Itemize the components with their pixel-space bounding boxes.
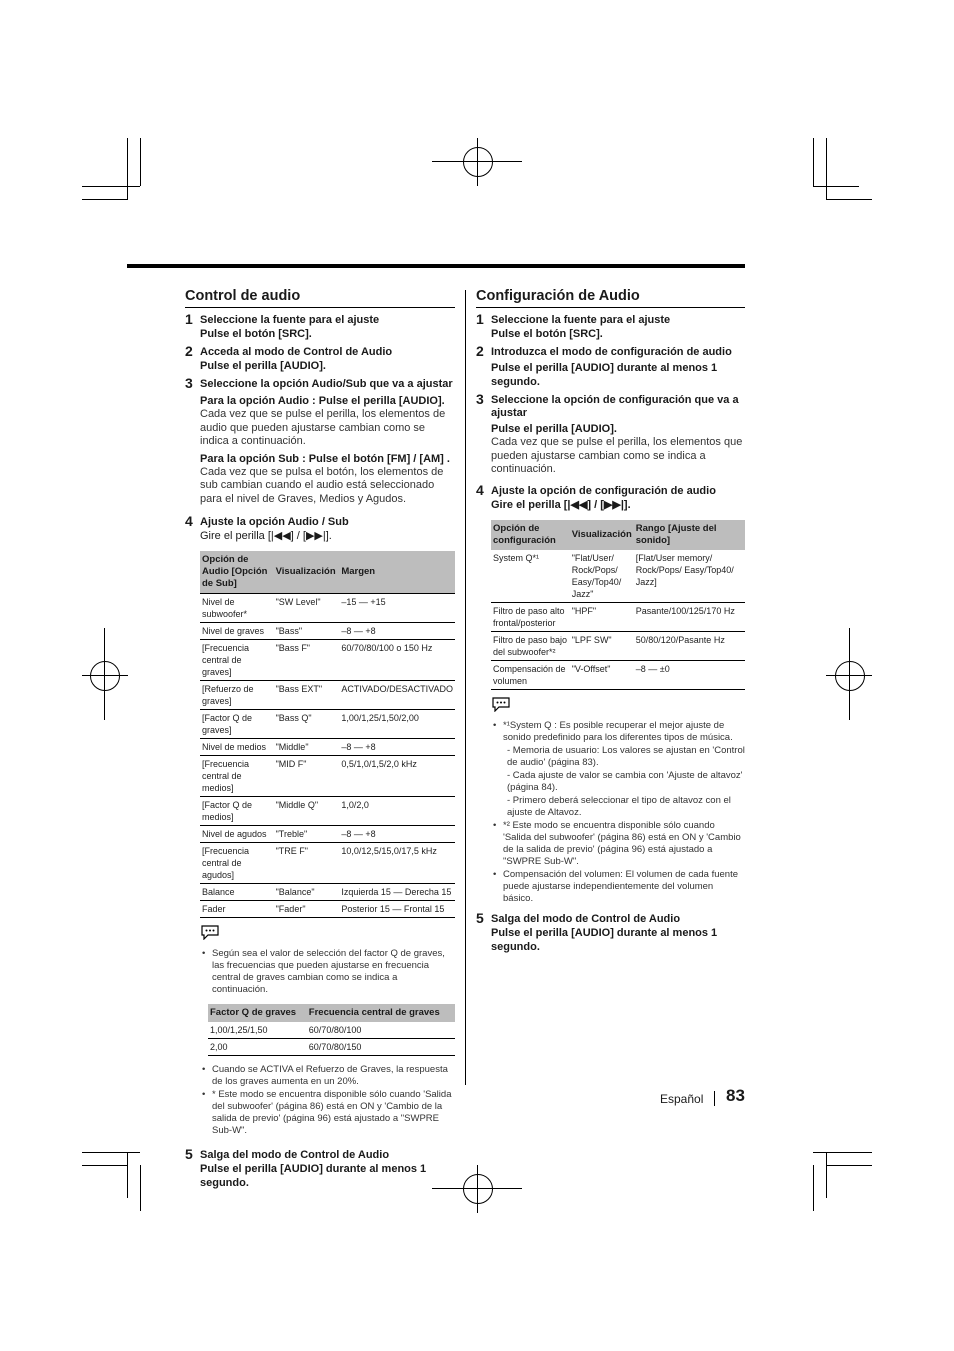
crop-mark bbox=[127, 138, 128, 200]
table-row bbox=[200, 826, 455, 843]
table-cell: [Factor Q de graves] bbox=[200, 710, 274, 739]
crop-mark bbox=[82, 675, 128, 676]
table-cell: Balance bbox=[200, 884, 274, 901]
step-5: 5 Salga del modo de Control de Audio Pulse el perilla [AUDIO] durante al menos 1 segundo. bbox=[185, 1146, 427, 1189]
registration-mark bbox=[835, 661, 865, 691]
table-cell: –8 — +8 bbox=[339, 826, 455, 843]
section-heading: Control de audio bbox=[185, 288, 455, 308]
crop-mark bbox=[826, 1152, 827, 1198]
table-cell: 10,0/12,5/15,0/17,5 kHz bbox=[339, 843, 455, 884]
table-cell: "Middle Q" bbox=[274, 797, 340, 826]
table-cell: "Bass Q" bbox=[274, 710, 340, 739]
table-row bbox=[491, 660, 745, 689]
crop-mark bbox=[82, 199, 128, 200]
table-cell: 1,00/1,25/1,50 bbox=[208, 1022, 307, 1039]
table-row bbox=[200, 884, 455, 901]
table-row bbox=[491, 631, 745, 660]
table-cell: Nivel de agudos bbox=[200, 826, 274, 843]
crop-mark bbox=[826, 138, 827, 200]
table-row bbox=[491, 550, 745, 603]
table-cell: Pasante/100/125/170 Hz bbox=[634, 602, 745, 631]
table-row bbox=[200, 797, 455, 826]
crop-mark bbox=[813, 1152, 872, 1153]
table-cell: 1,00/1,25/1,50/2,00 bbox=[339, 710, 455, 739]
notes-list: • Cuando se ACTIVA el Refuerzo de Graves, la respuesta de los graves aumenta en un 20%. • * Este modo se encuentra disponible sólo cuando 'Salida del subwoofer' (página 86) está en ON y 'Cambio de la salida de previo' (página 96) está ajustado a "SWPRE Sub-W". bbox=[200, 1064, 455, 1137]
crop-mark bbox=[82, 1152, 140, 1153]
note-icon bbox=[200, 924, 220, 940]
crop-mark bbox=[82, 1165, 128, 1166]
step-3: 3 Seleccione la opción de configuración que va a ajustar Pulse el perilla [AUDIO]. Cada vez que se pulse el perilla, los elementos que pueden ajustarse cambian como se indica a continuación. bbox=[476, 391, 743, 475]
step-1: 1 Seleccione la fuente para el ajuste Pulse el botón [SRC]. bbox=[185, 311, 380, 340]
table-cell: [Flat/User memory/ Rock/Pops/ Easy/Top40/ Jazz] bbox=[634, 550, 745, 603]
table-cell: "Middle" bbox=[274, 739, 340, 756]
table-row bbox=[200, 640, 455, 681]
table-cell: –8 — +8 bbox=[339, 623, 455, 640]
table-cell: [Frecuencia central de agudos] bbox=[200, 843, 274, 884]
table-cell: 60/70/80/100 bbox=[307, 1022, 455, 1039]
table-cell: [Frecuencia central de medios] bbox=[200, 756, 274, 797]
notes-list bbox=[491, 720, 745, 905]
table-cell: Compensación de volumen bbox=[491, 660, 570, 689]
step-2: 2 Acceda al modo de Control de Audio Pulse el perilla [AUDIO]. bbox=[185, 343, 393, 372]
table-row bbox=[208, 1022, 455, 1039]
table-cell: "Bass EXT" bbox=[274, 681, 340, 710]
registration-mark bbox=[463, 147, 493, 177]
table-cell: "SW Level" bbox=[274, 594, 340, 623]
step-4: 4 Ajuste la opción Audio / Sub Gire el perilla [|◀◀] / [▶▶|]. Opción de Audio [Opción de Sub] Visualización Margen Nivel de subwoofer* "SW Level" –15 — +15 Nivel de graves "Bass" –8 — +8 [Frecuencia central de graves] "Bass F" 60/70/80/100 o 150 Hz [Refuerzo de graves] "Bass EXT" ACTIVADO/DESACTIVADO [Factor Q de graves] "Bass Q" 1,00/1,25/1,50/2,00 Nivel de medios "Middle" –8 — +8 [Frecuencia central de medios] "MID F" 0,5/1,0/1,5/2,0 kHz [Factor Q de medios] "Middle Q" 1,0/2,0 Nivel de agudos "Treble" –8 — +8 [Frecuencia central de agudos] "TRE F" 10,0/12,5/15,0/17,5 kHz Balance "Balance" Izquierda 15 — Derecha 15 Fader "Fader" Posterior 15 — Frontal 15 • Según sea el valor de selección del factor Q de graves, las frecuencias que pueden ajustarse en frecuencia central de graves cambian como se indica a continuación. Factor Q de graves Frecuencia central de graves 1,00/1,25/1,50 60/70/80/100 2,00 60/70/80/150 • Cuando se ACTIVA el Refuerzo de Graves, la respuesta de los graves aumenta en un 20%. • * Este modo se encuentra disponible sólo cuando 'Salida del subwoofer' (página 86) está en ON y 'Cambio de la salida de previo' (página 96) está ajustado a "SWPRE Sub-W". bbox=[185, 516, 455, 1137]
step-2: 2 Introduzca el modo de configuración de audio Pulse el perilla [AUDIO] durante al menos 1 segundo. bbox=[476, 343, 732, 388]
registration-mark bbox=[90, 661, 120, 691]
table-cell: ACTIVADO/DESACTIVADO bbox=[339, 681, 455, 710]
table-cell: "LPF SW" bbox=[570, 631, 634, 660]
table-row bbox=[200, 623, 455, 640]
step-4: 4 Ajuste la opción de configuración de audio Gire el perilla [|◀◀] / [▶▶|]. Opción de configuración Visualización Rango [Ajuste del sonido] System Q*¹ "Flat/User/ Rock/Pops/ Easy/Top40/ Jazz" [Flat/User memory/ Rock/Pops/ Easy/Top40/ Jazz] Filtro de paso alto frontal/posterior "HPF" Pasante/100/125/170 Hz Filtro de paso bajo del subwoofer*² "LPF SW" 50/80/120/Pasante Hz Compensación de volumen "V-Offset" –8 — ±0 • *¹System Q : Es posible recuperar el mejor ajuste de sonido predefinido para los diferentes tipos de música. - Memoria de usuario: Los valores se ajustan en 'Control de audio' (página 83). - Cada ajuste de valor se cambia con 'Ajuste de altavoz' (página 84). - Primero deberá seleccionar el tipo de altavoz con el ajuste de Altavoz. • *² Este modo se encuentra disponible sólo cuando 'Salida del subwoofer' (página 86) está en ON y 'Cambio de la salida de previo' (página 96) está ajustado a "SWPRE Sub-W". • Compensación del volumen: El volumen de cada fuente puede ajustarse independientemente del volumen básico. bbox=[476, 485, 745, 905]
table-cell: "MID F" bbox=[274, 756, 340, 797]
crop-mark bbox=[127, 1152, 128, 1198]
audio-options-table: Opción de Audio [Opción de Sub] Visualización Margen Nivel de subwoofer* "SW Level" –15 — +15 Nivel de graves "Bass" –8 — +8 [Frecuencia central de graves] "Bass F" 60/70/80/100 o 150 Hz [Refuerzo de graves] "Bass EXT" ACTIVADO/DESACTIVADO [Factor Q de graves] "Bass Q" 1,00/1,25/1,50/2,00 Nivel de medios "Middle" –8 — +8 [Frecuencia central de medios] "MID F" 0,5/1,0/1,5/2,0 kHz [Factor Q de medios] "Middle Q" 1,0/2,0 Nivel de agudos "Treble" –8 — +8 [Frecuencia central de agudos] "TRE F" 10,0/12,5/15,0/17,5 kHz Balance "Balance" Izquierda 15 — Derecha 15 Fader "Fader" Posterior 15 — Frontal 15 bbox=[200, 551, 455, 918]
table-row bbox=[200, 756, 455, 797]
note-item: • *¹System Q : Es posible recuperar el mejor ajuste de sonido predefinido para los diferentes tipos de música. bbox=[503, 720, 745, 744]
table-row bbox=[208, 1039, 455, 1056]
table-cell: Filtro de paso bajo del subwoofer*² bbox=[491, 631, 570, 660]
registration-mark bbox=[463, 1174, 493, 1204]
table-cell: –8 — ±0 bbox=[634, 660, 745, 689]
crop-mark bbox=[826, 199, 872, 200]
crop-mark bbox=[826, 675, 872, 676]
table-cell: "Fader" bbox=[274, 901, 340, 918]
table-cell: 60/70/80/150 bbox=[307, 1039, 455, 1056]
table-cell: "Bass" bbox=[274, 623, 340, 640]
note-icon bbox=[491, 696, 511, 712]
table-cell: Filtro de paso alto frontal/posterior bbox=[491, 602, 570, 631]
crop-mark bbox=[813, 138, 814, 186]
table-cell: –15 — +15 bbox=[339, 594, 455, 623]
crop-mark bbox=[849, 628, 850, 720]
table-row bbox=[200, 843, 455, 884]
crop-mark bbox=[140, 138, 141, 186]
table-cell: "TRE F" bbox=[274, 843, 340, 884]
footer-divider bbox=[714, 1091, 715, 1106]
table-cell: "Bass F" bbox=[274, 640, 340, 681]
table-row bbox=[491, 602, 745, 631]
table-cell: "HPF" bbox=[570, 602, 634, 631]
step-5: 5 Salga del modo de Control de Audio Pulse el perilla [AUDIO] durante al menos 1 segundo. bbox=[476, 909, 718, 953]
step-1: 1 Seleccione la fuente para el ajuste Pulse el botón [SRC]. bbox=[476, 311, 671, 340]
table-row bbox=[200, 710, 455, 739]
crop-mark bbox=[813, 1165, 814, 1211]
table-cell: Nivel de graves bbox=[200, 623, 274, 640]
note-item: - Primero deberá seleccionar el tipo de altavoz con el ajuste de Altavoz. bbox=[507, 794, 731, 818]
table-cell: Posterior 15 — Frontal 15 bbox=[339, 901, 455, 918]
table-cell: 50/80/120/Pasante Hz bbox=[634, 631, 745, 660]
note-item: • Compensación del volumen: El volumen de cada fuente puede ajustarse independientemente del volumen básico. bbox=[503, 869, 745, 905]
table-cell: –8 — +8 bbox=[339, 739, 455, 756]
section-heading: Configuración de Audio bbox=[476, 288, 745, 308]
table-cell: [Frecuencia central de graves] bbox=[200, 640, 274, 681]
table-row bbox=[200, 594, 455, 623]
table-cell: Fader bbox=[200, 901, 274, 918]
crop-mark bbox=[477, 1165, 478, 1213]
table-cell: Izquierda 15 — Derecha 15 bbox=[339, 884, 455, 901]
table-cell: 2,00 bbox=[208, 1039, 307, 1056]
table-cell: 0,5/1,0/1,5/2,0 kHz bbox=[339, 756, 455, 797]
table-cell: [Refuerzo de graves] bbox=[200, 681, 274, 710]
note-item: - Memoria de usuario: Los valores se ajustan en 'Control de audio' (página 83). bbox=[507, 744, 745, 768]
crop-mark bbox=[826, 1165, 872, 1166]
footer-language: Español bbox=[660, 1092, 704, 1106]
setup-options-table: Opción de configuración Visualización Rango [Ajuste del sonido] System Q*¹ "Flat/User/ Rock/Pops/ Easy/Top40/ Jazz" [Flat/User memory/ Rock/Pops/ Easy/Top40/ Jazz] Filtro de paso alto frontal/posterior "HPF" Pasante/100/125/170 Hz Filtro de paso bajo del subwoofer*² "LPF SW" 50/80/120/Pasante Hz Compensación de volumen "V-Offset" –8 — ±0 bbox=[491, 520, 745, 690]
note-item: - Cada ajuste de valor se cambia con 'Ajuste de altavoz' (página 84). bbox=[507, 769, 743, 793]
table-row bbox=[200, 901, 455, 918]
audio-control-section bbox=[185, 288, 455, 1190]
table-cell: "Treble" bbox=[274, 826, 340, 843]
table-cell: Nivel de subwoofer* bbox=[200, 594, 274, 623]
table-cell: "Flat/User/ Rock/Pops/ Easy/Top40/ Jazz" bbox=[570, 550, 634, 603]
table-cell: [Factor Q de medios] bbox=[200, 797, 274, 826]
notes-list: • Según sea el valor de selección del factor Q de graves, las frecuencias que pueden ajustarse en frecuencia central de graves cambian como se indica a continuación. bbox=[200, 948, 455, 996]
crop-mark bbox=[140, 1165, 141, 1211]
crop-mark bbox=[104, 628, 105, 720]
page-number: 83 bbox=[726, 1086, 745, 1105]
crop-mark bbox=[813, 186, 859, 187]
column-divider bbox=[465, 290, 466, 1085]
table-cell: 60/70/80/100 o 150 Hz bbox=[339, 640, 455, 681]
table-row bbox=[200, 681, 455, 710]
table-cell: 1,0/2,0 bbox=[339, 797, 455, 826]
audio-setup-section bbox=[476, 288, 745, 954]
bass-q-table: Factor Q de graves Frecuencia central de graves 1,00/1,25/1,50 60/70/80/100 2,00 60/70/80/150 bbox=[208, 1004, 455, 1056]
header-rule bbox=[127, 264, 745, 268]
table-cell: "V-Offset" bbox=[570, 660, 634, 689]
note-item: • *² Este modo se encuentra disponible sólo cuando 'Salida del subwoofer' (página 86) está en ON y 'Cambio de la salida de previo' (página 96) está ajustado a "SWPRE Sub-W". bbox=[503, 820, 745, 868]
table-row bbox=[200, 739, 455, 756]
table-cell: Nivel de medios bbox=[200, 739, 274, 756]
crop-mark bbox=[477, 138, 478, 186]
crop-mark bbox=[82, 186, 140, 187]
step-3: 3 Seleccione la opción Audio/Sub que va a ajustar Para la opción Audio : Pulse el perilla [AUDIO]. Cada vez que se pulse el perilla, los elementos de audio que pueden ajustarse cambian como se indica a continuación. Para la opción Sub : Pulse el botón [FM] / [AM] . Cada vez que se pulsa el botón, los elementos de sub cambian cuando el audio está seleccionado para el nivel de Graves, Medios y Agudos. bbox=[185, 375, 453, 505]
table-cell: "Balance" bbox=[274, 884, 340, 901]
table-cell: System Q*¹ bbox=[491, 550, 570, 603]
